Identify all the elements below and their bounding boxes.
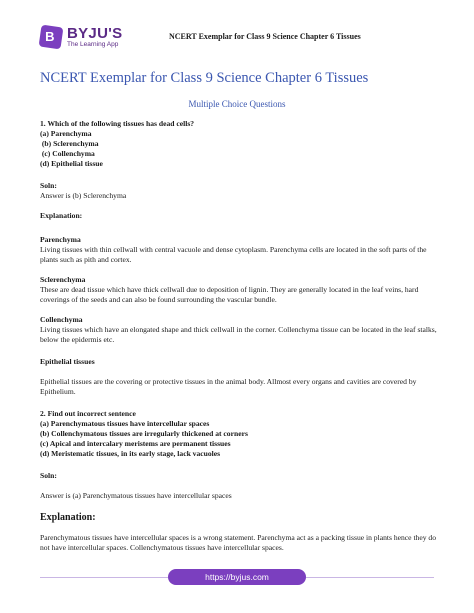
q2-option-d: (d) Meristematic tissues, in its early stage, lack vacuoles [40, 449, 221, 458]
sclerenchyma-text: These are dead tissue which have thick cellwall due to deposition of lignin. They are generally located in the leaf veins, hard coverings of the seeds and can also be found surrounding the vascular bundle. [40, 285, 419, 304]
q2-option-a: (a) Parenchymatous tissues have intercellular spaces [40, 419, 210, 428]
document-title: NCERT Exemplar for Class 9 Science Chapter 6 Tissues [40, 70, 369, 86]
parenchyma-heading: Parenchyma [40, 235, 81, 244]
question-1: 1. Which of the following tissues has dead cells? [40, 119, 195, 128]
q1-option-d: (d) Epithelial tissue [40, 159, 103, 168]
byjus-logo-icon: B [39, 25, 64, 50]
q1-soln-label: Soln: [40, 181, 57, 190]
collenchyma-text: Living tissues which have an elongated shape and thick cellwall in the corner. Collenchyma tissue can be located in the leaf stalks, below the epidermis etc. [40, 325, 437, 344]
footer-website-link[interactable]: https://byjus.com [168, 569, 306, 585]
brand-name: BYJU'S [67, 25, 123, 42]
q1-explanation-label: Explanation: [40, 211, 83, 220]
collenchyma-heading: Collenchyma [40, 315, 83, 324]
sclerenchyma-heading: Sclerenchyma [40, 275, 86, 284]
epithelial-heading: Epithelial tissues [40, 357, 95, 366]
q1-option-c: (c) Collenchyma [40, 149, 95, 158]
page-header [0, 0, 474, 58]
q2-explanation-label: Explanation: [40, 512, 96, 523]
question-2: 2. Find out incorrect sentence [40, 409, 136, 418]
epithelial-text: Epithelial tissues are the covering or protective tissues in the animal body. Allmost every organs and cavities are covered by Epithelium. [40, 377, 417, 396]
q2-answer: Answer is (a) Parenchymatous tissues have intercellular spaces [40, 491, 232, 500]
header-title: NCERT Exemplar for Class 9 Science Chapter 6 Tissues [169, 32, 361, 41]
byjus-logo[interactable] [40, 26, 122, 49]
q2-explanation-text: Parenchymatous tissues have intercellular spaces is a wrong statement. Parenchyma act as a packing tissue in plants hence they do not have intercellular spaces. Collenchymatous tissues have intercellular spaces. [40, 533, 437, 552]
document-body [40, 119, 440, 553]
q1-answer: Answer is (b) Sclerenchyma [40, 191, 127, 200]
parenchyma-text: Living tissues with thin cellwall with central vacuole and dense cytoplasm. Parenchyma cells are located in the soft parts of the plants such as pith and cortex. [40, 245, 427, 264]
footer-divider-left [40, 577, 168, 578]
section-heading: Multiple Choice Questions [188, 99, 286, 109]
q2-option-c: (c) Apical and intercalary meristems are permanent tissues [40, 439, 231, 448]
q2-option-b: (b) Collenchymatous tissues are irregularly thickened at corners [40, 429, 248, 438]
q1-option-b: (b) Sclerenchyma [40, 139, 99, 148]
footer-divider-right [306, 577, 434, 578]
brand-tagline: The Learning App [67, 41, 119, 48]
q2-soln-label: Soln: [40, 471, 57, 480]
q1-option-a: (a) Parenchyma [40, 129, 92, 138]
